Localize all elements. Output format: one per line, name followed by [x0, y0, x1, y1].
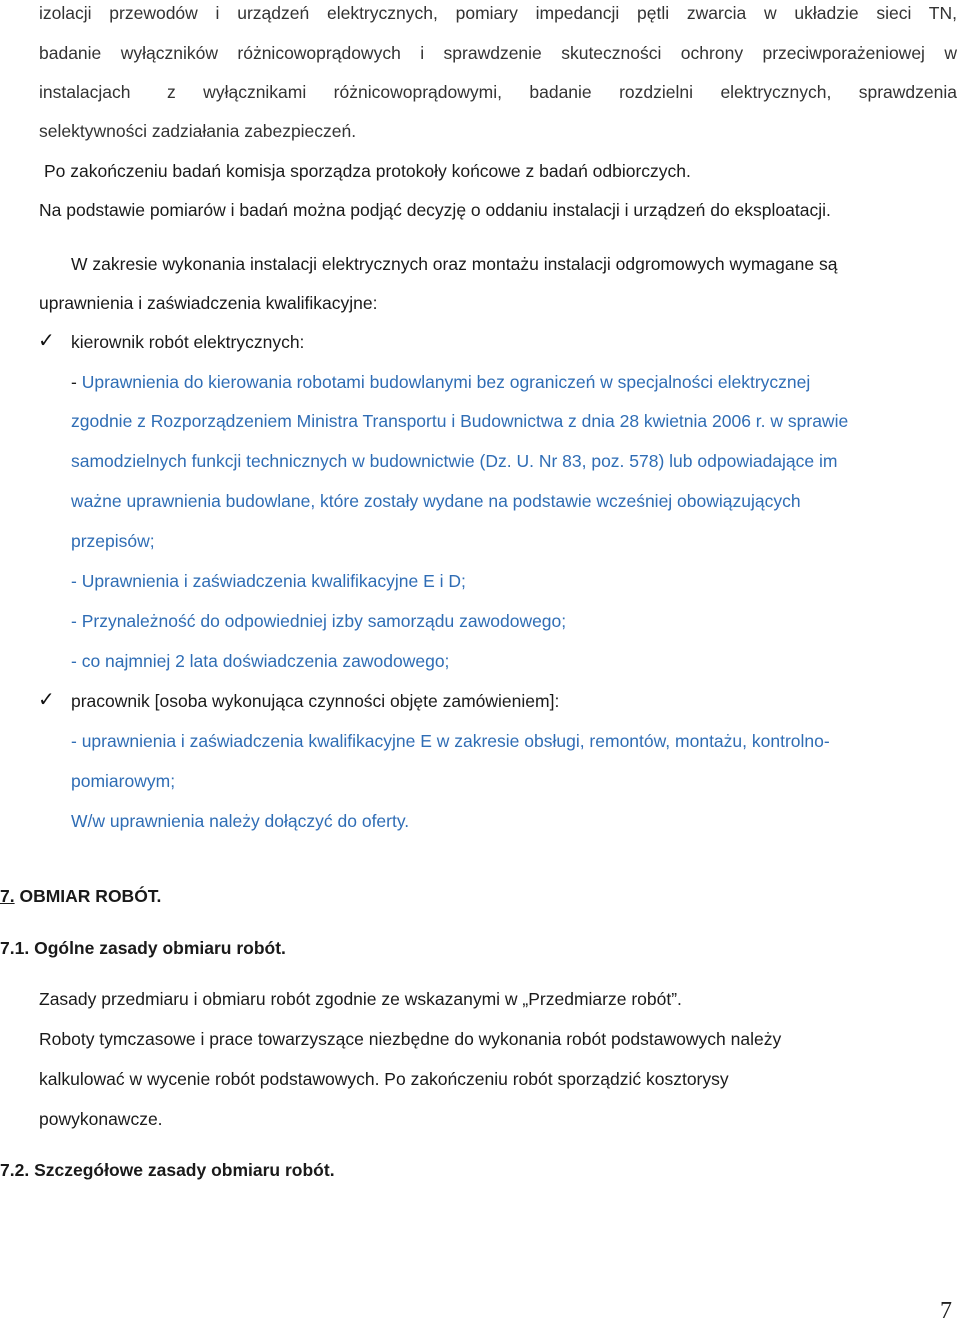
intro-line-3a: instalacjach	[39, 82, 131, 102]
worker-req-1-line-2: pomiarowym;	[71, 771, 176, 791]
worker-note: W/w uprawnienia należy dołączyć do oferty.	[71, 811, 410, 831]
worker-label: pracownik [osoba wykonująca czynności objęte zamówieniem]:	[71, 691, 560, 711]
manager-req-1-line-2: zgodnie z Rozporządzeniem Ministra Transportu i Budownictwa z dnia 28 kwietnia 2006 r. w sprawie	[71, 411, 849, 431]
manager-req-1-line-5: przepisów;	[71, 531, 155, 551]
intro-line-2: badanie wyłączników różnicowoprądowych i sprawdzenie skuteczności ochrony przeciwporażeniowej w	[39, 43, 957, 63]
section-7-1-p1: Zasady przedmiaru i obmiaru robót zgodnie ze wskazanymi w „Przedmiarze robót”.	[39, 989, 682, 1009]
manager-req-1-line-1: - Uprawnienia do kierowania robotami budowlanymi bez ograniczeń w specjalności elektrycznej	[71, 372, 811, 392]
manager-req-1-line-3: samodzielnych funkcji technicznych w budownictwie (Dz. U. Nr 83, poz. 578) lub odpowiadające im	[71, 451, 838, 471]
intro-line-3b: z wyłącznikami różnicowoprądowymi, badanie rozdzielni elektrycznych, sprawdzenia	[167, 82, 957, 102]
section-7-1-heading: 7.1. Ogólne zasady obmiaru robót.	[0, 938, 286, 958]
page-number: 7	[940, 1298, 952, 1324]
section-7-1-p2-line-3: powykonawcze.	[39, 1109, 163, 1129]
requirements-intro-1: W zakresie wykonania instalacji elektrycznych oraz montażu instalacji odgromowych wymagane są	[71, 254, 838, 274]
section-7-1-p2-line-2: kalkulować w wycenie robót podstawowych. Po zakończeniu robót sporządzić kosztorysy	[39, 1069, 729, 1089]
section-7-2-heading: 7.2. Szczegółowe zasady obmiaru robót.	[0, 1160, 335, 1180]
requirements-intro-2: uprawnienia i zaświadczenia kwalifikacyjne:	[39, 293, 378, 313]
section-7-1-p2-line-1: Roboty tymczasowe i prace towarzyszące niezbędne do wykonania robót podstawowych należy	[39, 1029, 782, 1049]
manager-label: kierownik robót elektrycznych:	[71, 332, 305, 352]
checkmark-icon: ✓	[38, 330, 55, 352]
intro-line-1: izolacji przewodów i urządzeń elektrycznych, pomiary impedancji pętli zwarcia w układzie sieci TN,	[39, 3, 957, 23]
intro-line-4: selektywności zadziałania zabezpieczeń.	[39, 121, 357, 141]
decision-sentence: Na podstawie pomiarów i badań można podjąć decyzję o oddaniu instalacji i urządzeń do eksploatacji.	[39, 200, 831, 220]
checkmark-icon: ✓	[38, 689, 55, 711]
protocol-sentence: Po zakończeniu badań komisja sporządza protokoły końcowe z badań odbiorczych.	[44, 161, 691, 181]
manager-req-4: - co najmniej 2 lata doświadczenia zawodowego;	[71, 651, 450, 671]
worker-req-1-line-1: - uprawnienia i zaświadczenia kwalifikacyjne E w zakresie obsługi, remontów, montażu, kontrolno-	[71, 731, 830, 751]
manager-req-2: - Uprawnienia i zaświadczenia kwalifikacyjne E i D;	[71, 571, 466, 591]
manager-req-1-line-4: ważne uprawnienia budowlane, które zostały wydane na podstawie wcześniej obowiązujących	[71, 491, 801, 511]
section-7-heading: 7. OBMIAR ROBÓT.	[0, 886, 162, 906]
manager-req-3: - Przynależność do odpowiedniej izby samorządu zawodowego;	[71, 611, 567, 631]
